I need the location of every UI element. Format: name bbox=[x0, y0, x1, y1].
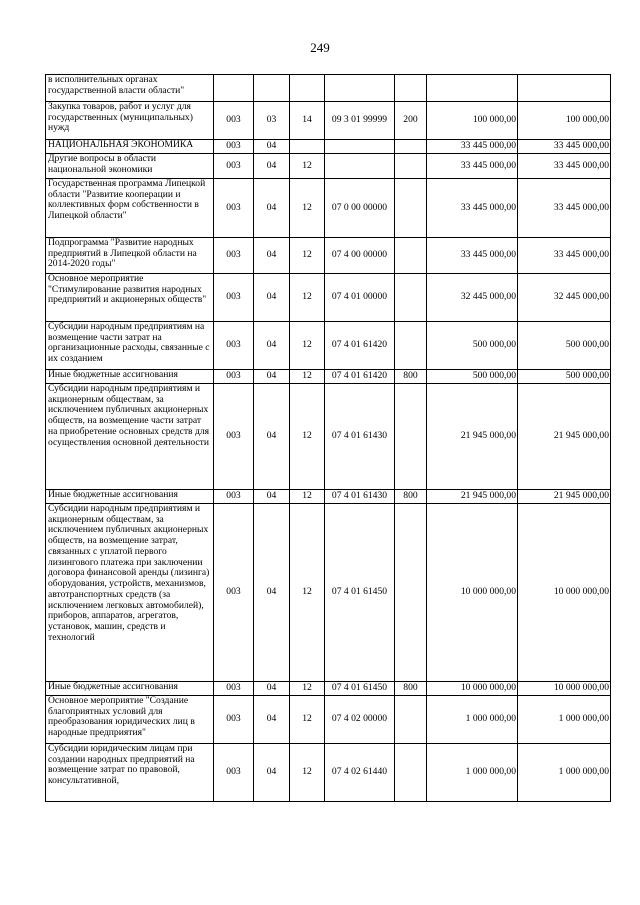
cell-section-code: 04 bbox=[254, 384, 290, 490]
cell-ministry-code: 003 bbox=[214, 238, 254, 274]
cell-subsection-code: 12 bbox=[290, 490, 325, 504]
cell-section-code: 04 bbox=[254, 322, 290, 370]
cell-target-article: 07 4 02 00000 bbox=[325, 696, 395, 744]
cell-subsection-code: 12 bbox=[290, 274, 325, 322]
cell-amount-2: 33 445 000,00 bbox=[518, 154, 611, 179]
cell-target-article: 07 4 01 61450 bbox=[325, 682, 395, 696]
cell-expense-type: 800 bbox=[395, 490, 427, 504]
table-row bbox=[46, 682, 611, 696]
cell-amount-2: 33 445 000,00 bbox=[518, 140, 611, 154]
cell-target-article: 07 4 01 61420 bbox=[325, 370, 395, 384]
cell-target-article: 07 4 00 00000 bbox=[325, 238, 395, 274]
cell-target-article bbox=[325, 75, 395, 102]
cell-ministry-code: 003 bbox=[214, 179, 254, 238]
cell-expense-type bbox=[395, 75, 427, 102]
table-row bbox=[46, 102, 611, 140]
cell-name: Субсидии юридическим лицам при создании народных предприятий на возмещение затрат по правовой, консультативной, bbox=[46, 744, 214, 802]
cell-amount-1 bbox=[427, 75, 518, 102]
cell-ministry-code: 003 bbox=[214, 744, 254, 802]
cell-amount-1: 10 000 000,00 bbox=[427, 682, 518, 696]
cell-ministry-code: 003 bbox=[214, 102, 254, 140]
cell-section-code: 04 bbox=[254, 154, 290, 179]
cell-name: Государственная программа Липецкой области "Развитие кооперации и коллективных форм собственности в Липецкой области" bbox=[46, 179, 214, 238]
cell-name: Субсидии народным предприятиям и акционерным обществам, за исключением публичных акционерных обществ, на возмещение затрат, связанных с уплатой первого лизингового платежа при заключении договора финансовой аренды (лизинга) оборудования, устройств, механизмов, автотранспортных средств (за исключением легковых автомобилей), приборов, аппаратов, агрегатов, установок, машин, средств и технологий bbox=[46, 504, 214, 682]
cell-name: Иные бюджетные ассигнования bbox=[46, 682, 214, 696]
cell-expense-type bbox=[395, 696, 427, 744]
cell-section-code: 04 bbox=[254, 682, 290, 696]
cell-target-article bbox=[325, 140, 395, 154]
cell-amount-1: 32 445 000,00 bbox=[427, 274, 518, 322]
cell-expense-type bbox=[395, 154, 427, 179]
cell-ministry-code: 003 bbox=[214, 696, 254, 744]
cell-amount-1: 100 000,00 bbox=[427, 102, 518, 140]
table-row bbox=[46, 322, 611, 370]
table-row bbox=[46, 140, 611, 154]
cell-section-code: 04 bbox=[254, 370, 290, 384]
cell-subsection-code bbox=[290, 75, 325, 102]
cell-ministry-code: 003 bbox=[214, 682, 254, 696]
cell-subsection-code: 12 bbox=[290, 744, 325, 802]
budget-table bbox=[45, 74, 611, 802]
cell-target-article: 09 3 01 99999 bbox=[325, 102, 395, 140]
cell-amount-1: 33 445 000,00 bbox=[427, 179, 518, 238]
table-row bbox=[46, 75, 611, 102]
table-row bbox=[46, 744, 611, 802]
cell-target-article: 07 0 00 00000 bbox=[325, 179, 395, 238]
cell-ministry-code: 003 bbox=[214, 154, 254, 179]
cell-name: Иные бюджетные ассигнования bbox=[46, 370, 214, 384]
cell-subsection-code: 12 bbox=[290, 238, 325, 274]
cell-expense-type: 800 bbox=[395, 682, 427, 696]
cell-subsection-code: 12 bbox=[290, 384, 325, 490]
cell-subsection-code: 12 bbox=[290, 682, 325, 696]
cell-expense-type bbox=[395, 274, 427, 322]
cell-amount-2: 21 945 000,00 bbox=[518, 384, 611, 490]
cell-ministry-code: 003 bbox=[214, 322, 254, 370]
cell-section-code: 04 bbox=[254, 744, 290, 802]
cell-expense-type bbox=[395, 384, 427, 490]
table-row bbox=[46, 154, 611, 179]
cell-name: Другие вопросы в области национальной экономики bbox=[46, 154, 214, 179]
cell-amount-2: 500 000,00 bbox=[518, 370, 611, 384]
cell-amount-2 bbox=[518, 75, 611, 102]
cell-section-code: 04 bbox=[254, 504, 290, 682]
cell-amount-2: 32 445 000,00 bbox=[518, 274, 611, 322]
cell-amount-1: 33 445 000,00 bbox=[427, 238, 518, 274]
cell-amount-2: 21 945 000,00 bbox=[518, 490, 611, 504]
cell-section-code: 04 bbox=[254, 179, 290, 238]
cell-expense-type bbox=[395, 179, 427, 238]
cell-name: НАЦИОНАЛЬНАЯ ЭКОНОМИКА bbox=[46, 140, 214, 154]
cell-amount-2: 10 000 000,00 bbox=[518, 682, 611, 696]
cell-amount-1: 21 945 000,00 bbox=[427, 490, 518, 504]
cell-section-code: 04 bbox=[254, 274, 290, 322]
cell-subsection-code: 12 bbox=[290, 179, 325, 238]
cell-section-code: 04 bbox=[254, 696, 290, 744]
cell-target-article bbox=[325, 154, 395, 179]
cell-subsection-code bbox=[290, 140, 325, 154]
cell-name: Закупка товаров, работ и услуг для государственных (муниципальных) нужд bbox=[46, 102, 214, 140]
cell-name: Основное мероприятие "Стимулирование развития народных предприятий и акционерных обществ" bbox=[46, 274, 214, 322]
cell-expense-type bbox=[395, 140, 427, 154]
cell-subsection-code: 14 bbox=[290, 102, 325, 140]
cell-expense-type bbox=[395, 504, 427, 682]
cell-section-code bbox=[254, 75, 290, 102]
cell-subsection-code: 12 bbox=[290, 154, 325, 179]
cell-expense-type bbox=[395, 238, 427, 274]
table-row bbox=[46, 179, 611, 238]
cell-amount-1: 21 945 000,00 bbox=[427, 384, 518, 490]
table-row bbox=[46, 238, 611, 274]
cell-amount-1: 33 445 000,00 bbox=[427, 154, 518, 179]
cell-amount-2: 33 445 000,00 bbox=[518, 179, 611, 238]
cell-target-article: 07 4 01 61450 bbox=[325, 504, 395, 682]
cell-section-code: 04 bbox=[254, 140, 290, 154]
cell-subsection-code: 12 bbox=[290, 696, 325, 744]
cell-amount-1: 10 000 000,00 bbox=[427, 504, 518, 682]
cell-amount-2: 33 445 000,00 bbox=[518, 238, 611, 274]
cell-subsection-code: 12 bbox=[290, 504, 325, 682]
cell-amount-1: 500 000,00 bbox=[427, 322, 518, 370]
cell-amount-1: 1 000 000,00 bbox=[427, 744, 518, 802]
cell-name: Иные бюджетные ассигнования bbox=[46, 490, 214, 504]
cell-expense-type: 200 bbox=[395, 102, 427, 140]
cell-subsection-code: 12 bbox=[290, 370, 325, 384]
cell-amount-1: 1 000 000,00 bbox=[427, 696, 518, 744]
cell-target-article: 07 4 02 61440 bbox=[325, 744, 395, 802]
cell-amount-2: 100 000,00 bbox=[518, 102, 611, 140]
table-row bbox=[46, 490, 611, 504]
cell-section-code: 03 bbox=[254, 102, 290, 140]
cell-ministry-code: 003 bbox=[214, 384, 254, 490]
cell-ministry-code: 003 bbox=[214, 490, 254, 504]
cell-amount-1: 500 000,00 bbox=[427, 370, 518, 384]
cell-amount-1: 33 445 000,00 bbox=[427, 140, 518, 154]
cell-ministry-code bbox=[214, 75, 254, 102]
cell-target-article: 07 4 01 61430 bbox=[325, 490, 395, 504]
cell-name: в исполнительных органах государственной власти области" bbox=[46, 75, 214, 102]
cell-section-code: 04 bbox=[254, 238, 290, 274]
page-number: 249 bbox=[310, 40, 330, 55]
cell-amount-2: 10 000 000,00 bbox=[518, 504, 611, 682]
cell-name: Субсидии народным предприятиям на возмещение части затрат на организационные расходы, связанные с их созданием bbox=[46, 322, 214, 370]
cell-amount-2: 1 000 000,00 bbox=[518, 744, 611, 802]
table-row bbox=[46, 504, 611, 682]
cell-ministry-code: 003 bbox=[214, 140, 254, 154]
table-body bbox=[46, 75, 611, 802]
cell-ministry-code: 003 bbox=[214, 370, 254, 384]
cell-expense-type: 800 bbox=[395, 370, 427, 384]
cell-ministry-code: 003 bbox=[214, 504, 254, 682]
cell-subsection-code: 12 bbox=[290, 322, 325, 370]
cell-expense-type bbox=[395, 322, 427, 370]
table-row bbox=[46, 370, 611, 384]
cell-target-article: 07 4 01 00000 bbox=[325, 274, 395, 322]
cell-name: Субсидии народным предприятиям и акционерным обществам, за исключением публичных акционерных обществ, на возмещение части затрат на приобретение основных средств для осуществления основной деятельности bbox=[46, 384, 214, 490]
cell-amount-2: 500 000,00 bbox=[518, 322, 611, 370]
cell-name: Основное мероприятие "Создание благоприятных условий для преобразования юридических лиц в народные предприятия" bbox=[46, 696, 214, 744]
table-row bbox=[46, 274, 611, 322]
cell-ministry-code: 003 bbox=[214, 274, 254, 322]
table-row bbox=[46, 384, 611, 490]
table-row bbox=[46, 696, 611, 744]
cell-target-article: 07 4 01 61430 bbox=[325, 384, 395, 490]
cell-expense-type bbox=[395, 744, 427, 802]
cell-name: Подпрограмма "Развитие народных предприятий в Липецкой области на 2014-2020 годы" bbox=[46, 238, 214, 274]
cell-target-article: 07 4 01 61420 bbox=[325, 322, 395, 370]
cell-section-code: 04 bbox=[254, 490, 290, 504]
cell-amount-2: 1 000 000,00 bbox=[518, 696, 611, 744]
